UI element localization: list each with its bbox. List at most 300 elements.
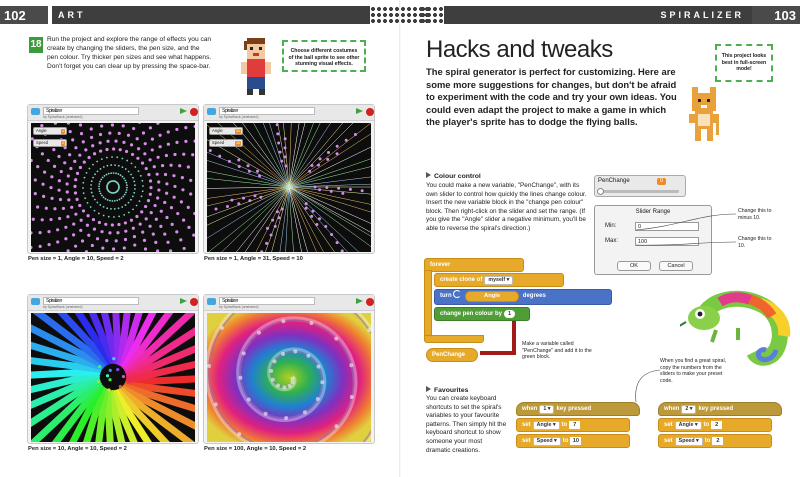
art-dot <box>110 164 112 166</box>
art-dot <box>56 228 59 231</box>
art-dot <box>166 241 169 244</box>
art-dot <box>159 134 162 137</box>
art-dot <box>109 369 112 372</box>
art-dot <box>124 238 127 241</box>
art-dot <box>140 175 142 177</box>
art-dot <box>92 164 94 166</box>
costume-tip-bubble: Choose different costumes of the ball sprite to see other stunning visual effects. <box>282 40 366 72</box>
art-dot <box>157 188 160 191</box>
art-dot <box>118 207 120 209</box>
window-titlebar <box>28 295 198 311</box>
art-dot <box>130 143 133 146</box>
art-dot <box>58 179 61 182</box>
turn-block[interactable] <box>434 289 612 305</box>
art-dot <box>242 197 245 200</box>
art-dot <box>153 165 156 168</box>
art-dot <box>124 194 126 196</box>
art-dot <box>118 132 121 135</box>
art-dot <box>125 191 127 193</box>
art-dot <box>153 204 156 207</box>
art-dot <box>109 200 111 202</box>
art-dot <box>207 364 211 368</box>
art-dot <box>183 247 186 250</box>
art-dot <box>67 198 70 201</box>
spiralizer-window-2 <box>203 104 375 254</box>
art-dot <box>191 153 194 156</box>
art-dot <box>276 123 279 126</box>
stop-icon[interactable] <box>366 108 374 116</box>
art-dot <box>121 197 123 199</box>
art-dot <box>274 225 277 228</box>
art-dot <box>259 196 262 199</box>
art-dot <box>128 171 130 173</box>
angle-reporter[interactable]: Angle <box>465 291 519 302</box>
green-flag-icon[interactable] <box>180 108 187 114</box>
art-dot <box>116 199 118 201</box>
art-dot <box>32 218 35 221</box>
art-dot <box>145 217 148 220</box>
slider-value: 10 <box>236 141 240 145</box>
art-dot <box>104 175 106 177</box>
art-dot <box>127 134 130 137</box>
callout-lines <box>600 196 740 256</box>
cancel-button[interactable]: Cancel <box>659 261 693 271</box>
art-dot <box>108 216 110 218</box>
art-dot <box>169 164 172 167</box>
art-dot <box>91 192 93 194</box>
key-dropdown[interactable]: 2 ▾ <box>681 405 696 414</box>
art-dot <box>170 206 173 209</box>
art-dot <box>101 247 104 250</box>
art-dot <box>184 140 187 143</box>
fullscreen-tip-bubble: This project looks best in full-screen mode! <box>715 44 773 82</box>
green-flag-icon[interactable] <box>356 298 363 304</box>
art-dot <box>361 189 364 192</box>
create-clone-block[interactable] <box>434 273 564 287</box>
art-dot <box>150 211 153 214</box>
window-titlebar <box>204 295 374 311</box>
art-dot <box>315 223 318 226</box>
forever-block-arm <box>424 270 432 336</box>
art-dot <box>248 199 251 202</box>
scratch-logo-icon <box>31 298 40 305</box>
art-dot <box>74 146 77 149</box>
speed-slider[interactable] <box>209 139 243 147</box>
art-dot <box>73 185 76 188</box>
max-input[interactable]: 100 <box>635 237 699 246</box>
spiralizer-window-1 <box>27 104 199 254</box>
art-dot <box>83 160 86 163</box>
art-dot <box>350 395 354 399</box>
art-dot <box>165 216 168 219</box>
art-dot <box>132 208 134 210</box>
art-dot <box>124 230 127 233</box>
art-dot <box>144 142 147 145</box>
art-dot <box>242 351 246 355</box>
drag-arrow <box>470 317 530 361</box>
art-dot <box>336 145 339 148</box>
art-dot <box>98 183 100 185</box>
art-dot <box>82 209 85 212</box>
value-input[interactable]: 7 <box>569 421 580 429</box>
art-dot <box>80 132 83 135</box>
art-dot <box>258 174 261 177</box>
art-dot <box>189 192 192 195</box>
page-gutter <box>399 0 401 477</box>
art-dot <box>79 123 82 126</box>
left-section-title: ART <box>52 6 370 24</box>
art-dot <box>74 245 77 248</box>
art-dot <box>117 173 119 175</box>
min-input[interactable]: 0 <box>635 222 699 231</box>
art-dot <box>82 187 84 189</box>
art-dot <box>165 154 168 157</box>
art-dot <box>99 204 101 206</box>
window-caption-4: Pen size = 100, Angle = 10, Speed = 2 <box>204 446 307 452</box>
art-dot <box>238 165 241 168</box>
project-title-field[interactable]: Spiralizer <box>43 107 139 115</box>
art-dot <box>215 208 218 211</box>
art-dot <box>113 172 115 174</box>
art-dot <box>50 175 53 178</box>
art-dot <box>163 233 166 236</box>
art-dot <box>106 140 109 143</box>
art-dot <box>163 201 166 204</box>
art-dot <box>136 157 139 160</box>
penchange-reporter[interactable]: PenChange <box>426 348 478 362</box>
art-dot <box>173 153 176 156</box>
max-label: Max: <box>605 238 619 244</box>
art-dot <box>105 239 108 242</box>
art-dot <box>84 197 86 199</box>
set-speed-block-1[interactable] <box>516 434 630 448</box>
art-dot <box>47 159 50 162</box>
project-title-field[interactable]: Spiralizer <box>219 107 315 115</box>
art-dot <box>106 174 108 176</box>
art-dot <box>94 210 96 212</box>
art-dot <box>326 158 329 161</box>
art-dot <box>336 152 339 155</box>
art-dot <box>284 137 287 140</box>
art-dot <box>121 158 123 160</box>
art-dot <box>270 233 273 236</box>
art-dot <box>189 179 192 182</box>
art-dot <box>209 149 212 152</box>
note-max: Change this to 10. <box>738 236 772 249</box>
page-title: Hacks and tweaks <box>426 36 613 63</box>
dropdown-value: Speed <box>678 438 695 444</box>
value-input[interactable]: 2 <box>712 437 723 445</box>
art-dot <box>334 424 338 428</box>
art-dot <box>99 133 102 136</box>
art-dot <box>76 172 79 175</box>
art-dot <box>310 215 313 218</box>
project-author: by SpiralHack (unshared) <box>219 115 259 119</box>
art-dot <box>180 200 183 203</box>
art-dot <box>49 186 52 189</box>
art-dot <box>237 202 240 205</box>
art-dot <box>133 235 136 238</box>
block-text: set <box>522 438 531 444</box>
art-dot <box>111 200 113 202</box>
art-dot <box>125 150 128 153</box>
pixel-boy-icon <box>238 38 274 98</box>
art-dot <box>81 239 84 242</box>
right-page-number: 103 <box>752 6 800 24</box>
art-dot <box>141 195 143 197</box>
value-input[interactable]: 2 <box>711 421 722 429</box>
set-speed-block-2[interactable] <box>658 434 772 448</box>
art-dot <box>105 198 107 200</box>
art-dot <box>277 216 280 219</box>
art-dot <box>159 225 162 228</box>
art-dot <box>142 190 144 192</box>
art-dot <box>157 180 160 183</box>
art-dot <box>131 163 133 165</box>
project-title-field[interactable]: Spiralizer <box>219 297 315 305</box>
art-dot <box>132 177 134 179</box>
art-dot <box>125 182 127 184</box>
block-text: degrees <box>522 293 546 299</box>
art-dot <box>134 188 136 190</box>
art-dot <box>131 153 134 156</box>
art-dot <box>149 126 152 129</box>
art-dot <box>284 165 287 168</box>
ok-button[interactable]: OK <box>617 261 651 271</box>
art-dot <box>175 141 178 144</box>
scratch-logo-icon <box>31 108 40 115</box>
art-dot <box>126 160 128 162</box>
art-dot <box>187 165 190 168</box>
art-dot <box>336 241 339 244</box>
stage <box>31 313 195 442</box>
slider-label: Angle <box>36 128 47 133</box>
variable-dropdown[interactable]: Speed ▾ <box>533 437 561 446</box>
art-dot <box>167 143 170 146</box>
art-dot <box>111 156 113 158</box>
art-dot <box>133 181 135 183</box>
art-dot <box>122 124 125 127</box>
art-dot <box>133 243 136 246</box>
art-dot <box>320 380 324 384</box>
art-dot <box>154 241 157 244</box>
art-dot <box>108 131 111 134</box>
art-dot <box>140 210 143 213</box>
art-dot <box>316 365 320 369</box>
stop-icon[interactable] <box>366 298 374 306</box>
art-dot <box>52 148 55 151</box>
green-flag-icon[interactable] <box>356 108 363 114</box>
art-dot <box>160 210 163 213</box>
dropdown-value: myself <box>488 277 506 283</box>
art-dot <box>276 132 279 135</box>
stage <box>207 313 371 442</box>
art-dot <box>53 207 56 210</box>
when-key-pressed-block-1[interactable] <box>516 402 640 416</box>
art-dot <box>317 164 320 167</box>
art-dot <box>47 230 50 233</box>
art-dot <box>98 365 101 368</box>
variable-dropdown[interactable]: Speed ▾ <box>675 437 703 446</box>
art-dot <box>253 194 256 197</box>
art-dot <box>126 189 128 191</box>
art-dot <box>293 349 297 353</box>
art-dot <box>124 221 127 224</box>
art-dot <box>142 185 144 187</box>
art-dot <box>175 230 178 233</box>
project-author: by SpiralHack (unshared) <box>219 305 259 309</box>
triangle-bullet-icon <box>426 386 431 392</box>
art-dot <box>149 186 152 189</box>
project-author: by SpiralHack (unshared) <box>43 115 83 119</box>
art-dot <box>63 161 66 164</box>
block-text: create clone of <box>440 277 483 283</box>
art-dot <box>82 140 85 143</box>
art-dot <box>141 230 144 233</box>
art-dot <box>114 208 116 210</box>
art-dot <box>138 170 140 172</box>
art-dot <box>96 161 98 163</box>
art-dot <box>96 237 99 240</box>
art-dot <box>314 186 317 189</box>
art-dot <box>134 166 136 168</box>
art-dot <box>324 225 327 228</box>
art-dot <box>277 142 280 145</box>
slider-label: Speed <box>212 140 225 145</box>
art-dot <box>256 170 259 173</box>
art-dot <box>130 174 132 176</box>
value-input[interactable]: 10 <box>570 437 581 445</box>
art-dot <box>143 239 146 242</box>
art-dot <box>78 154 81 157</box>
art-dot <box>82 182 84 184</box>
rainbow-swirl-art <box>207 313 371 442</box>
art-dot <box>92 177 94 179</box>
art-dot <box>123 214 125 216</box>
angle-slider[interactable] <box>209 127 243 135</box>
art-dot <box>128 202 130 204</box>
speed-slider[interactable] <box>33 139 67 147</box>
pen-change-input[interactable]: 1 <box>504 310 515 318</box>
slider-knob[interactable] <box>597 188 604 195</box>
art-dot <box>218 155 221 158</box>
dropdown-value: 1 <box>543 406 547 412</box>
set-angle-block-2[interactable] <box>658 418 772 432</box>
block-text: set <box>664 438 673 444</box>
art-dot <box>121 166 123 168</box>
art-dot <box>144 247 147 250</box>
art-dot <box>69 130 72 133</box>
set-angle-block-1[interactable] <box>516 418 630 432</box>
key-dropdown[interactable]: 1 ▾ <box>539 405 554 414</box>
art-dot <box>56 240 59 243</box>
green-flag-icon[interactable] <box>180 298 187 304</box>
art-dot <box>134 184 136 186</box>
art-dot <box>143 152 146 155</box>
art-dot <box>310 164 313 167</box>
art-dot <box>173 196 176 199</box>
slider-value: 31 <box>236 129 240 133</box>
art-dot <box>103 196 105 198</box>
stop-icon[interactable] <box>190 108 198 116</box>
art-dot <box>182 153 185 156</box>
stage <box>207 123 371 252</box>
art-dot <box>276 210 279 213</box>
art-dot <box>67 174 70 177</box>
art-dot <box>114 164 116 166</box>
art-dot <box>122 141 125 144</box>
art-dot <box>64 226 67 229</box>
art-dot <box>281 352 285 356</box>
art-dot <box>125 180 127 182</box>
project-title-field[interactable]: Spiralizer <box>43 297 139 305</box>
art-dot <box>107 199 109 201</box>
art-dot <box>265 242 268 245</box>
step-text: Run the project and explore the range of effects you can create by changing the sliders, the pen size, and the pen colour. Try thicker pen sizes and see what happens. Don't forget you can clear up by pressing the space-bar. <box>47 36 212 70</box>
pixel-cat-icon <box>686 86 722 148</box>
art-dot <box>110 172 112 174</box>
art-dot <box>176 212 179 215</box>
clone-target-dropdown[interactable]: myself ▾ <box>484 276 513 285</box>
art-dot <box>354 133 357 136</box>
block-text: change pen colour by <box>440 311 503 317</box>
right-page-header <box>420 6 800 24</box>
art-dot <box>58 217 61 220</box>
art-dot <box>72 222 75 225</box>
block-text: to <box>703 422 710 428</box>
art-dot <box>281 319 285 323</box>
art-dot <box>99 149 102 152</box>
monitor-value: 0 <box>657 178 666 185</box>
note-min: Change this to minus 10. <box>738 208 772 221</box>
window-titlebar <box>204 105 374 121</box>
art-dot <box>161 164 164 167</box>
rainbow-bars-art <box>31 313 195 442</box>
art-dot <box>68 153 71 156</box>
art-dot <box>145 167 148 170</box>
favourites-text: You can create keyboard shortcuts to set the spiral's variables to your favourite patterns. Then simply hit the keyboard shortcut to show someone your most dramatic creations. <box>426 395 507 454</box>
art-dot <box>90 136 93 139</box>
art-dot <box>97 380 100 383</box>
art-dot <box>96 202 98 204</box>
art-dot <box>36 165 39 168</box>
dropdown-value: Speed <box>536 438 553 444</box>
dropdown-value: Angle <box>678 422 694 428</box>
art-dot <box>144 205 147 208</box>
variable-dropdown[interactable]: Angle ▾ <box>675 421 702 430</box>
art-dot <box>281 208 284 211</box>
art-dot <box>181 188 184 191</box>
art-dot <box>75 198 78 201</box>
art-dot <box>66 215 69 218</box>
stop-icon[interactable] <box>190 298 198 306</box>
art-dot <box>133 192 135 194</box>
art-dot <box>334 337 338 341</box>
art-dot <box>325 186 328 189</box>
slider-track[interactable] <box>601 190 679 193</box>
art-dot <box>39 245 42 248</box>
variable-dropdown[interactable]: Angle ▾ <box>533 421 560 430</box>
art-dot <box>337 187 340 190</box>
art-dot <box>132 195 134 197</box>
penchange-monitor[interactable] <box>594 175 686 197</box>
art-dot <box>327 151 330 154</box>
forever-block[interactable]: forever <box>424 258 524 272</box>
angle-slider[interactable] <box>33 127 67 135</box>
when-key-pressed-block-2[interactable] <box>658 402 782 416</box>
block-text: when <box>522 406 538 412</box>
art-dot <box>41 152 44 155</box>
